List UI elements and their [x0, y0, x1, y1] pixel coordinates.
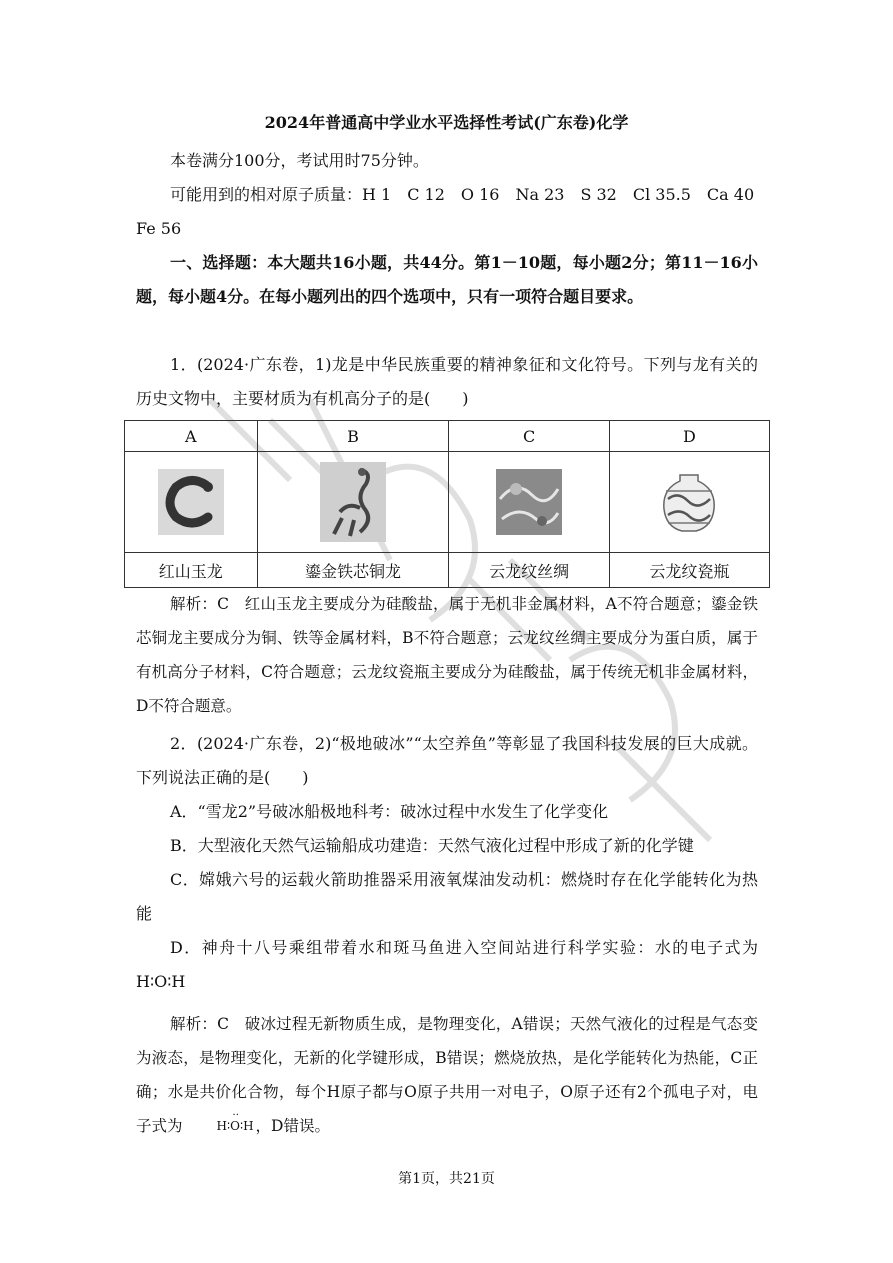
label-d: 云龙纹瓷瓶 [609, 553, 769, 588]
label-c: 云龙纹丝绸 [449, 553, 609, 588]
header-a: A [125, 421, 258, 452]
header-c: C [449, 421, 609, 452]
question-2: 2．(2024·广东卷，2)“极地破冰”“太空养鱼”等彰显了我国科技发展的巨大成就。下列说法正确的是( ) [136, 734, 758, 787]
option-d: D．神舟十八号乘组带着水和斑马鱼进入空间站进行科学实验：水的电子式为H∶O∶H [136, 938, 758, 991]
table-image-row [125, 452, 770, 553]
bronze-dragon-image [320, 462, 386, 542]
analysis-1: 解析：C 红山玉龙主要成分为硅酸盐，属于无机非金属材料，A不符合题意；鎏金铁芯铜龙主要成分为铜、铁等金属材料，B不符合题意；云龙纹丝绸主要成分为蛋白质，属于有机高分子材料，C符合题意；云龙纹瓷瓶主要成分为硅酸盐，属于传统无机非金属材料，D不符合题意。 [136, 595, 758, 715]
intro-atomic-mass: 可能用到的相对原子质量：H 1 C 12 O 16 Na 23 S 32 Cl 35.5 Ca 40 Fe 56 [136, 185, 755, 238]
option-a: A．“雪龙2”号破冰船极地科考：破冰过程中水发生了化学变化 [170, 802, 609, 821]
page-footer: 第1页，共21页 [398, 1171, 495, 1187]
analysis-2-end: ，D错误。 [255, 1117, 330, 1135]
intro-score: 本卷满分100分，考试用时75分钟。 [170, 151, 429, 170]
label-b: 鎏金铁芯铜龙 [257, 553, 449, 588]
exam-title: 2024年普通高中学业水平选择性考试(广东卷)化学 [264, 113, 629, 132]
table-header-row [125, 421, 770, 452]
porcelain-vase-image [656, 469, 722, 535]
lone-pair-dots: ·· [232, 1110, 239, 1121]
question-1: 1．(2024·广东卷，1)龙是中华民族重要的精神象征和文化符号。下列与龙有关的历史文物中，主要材质为有机高分子的是( ) [136, 355, 758, 408]
options-table [124, 420, 770, 588]
section-heading: 一、选择题：本大题共16小题，共44分。第1－10题，每小题2分；第11－16小题，每小题4分。在每小题列出的四个选项中，只有一项符合题目要求。 [136, 253, 758, 306]
option-b: B．大型液化天然气运输船成功建造：天然气液化过程中形成了新的化学键 [170, 836, 694, 855]
silk-dragon-image [496, 469, 562, 535]
option-c: C．嫦娥六号的运载火箭助推器采用液氧煤油发动机：燃烧时存在化学能转化为热能 [136, 870, 758, 923]
header-b: B [257, 421, 449, 452]
water-electron-formula: H∶O∶H ·· [183, 1109, 254, 1143]
jade-dragon-image [158, 469, 224, 535]
analysis-2-text: 解析：C 破冰过程无新物质生成，是物理变化，A错误；天然气液化的过程是气态变为液态，是物理变化，无新的化学键形成，B错误；燃烧放热，是化学能转化为热能，C正确；水是共价化合物，每个H原子都与O原子共用一对电子，O原子还有2个孤电子对，电子式为 [136, 1015, 758, 1135]
header-d: D [609, 421, 769, 452]
table-label-row [125, 553, 770, 588]
label-a: 红山玉龙 [125, 553, 258, 588]
analysis-2 [136, 1007, 758, 1143]
